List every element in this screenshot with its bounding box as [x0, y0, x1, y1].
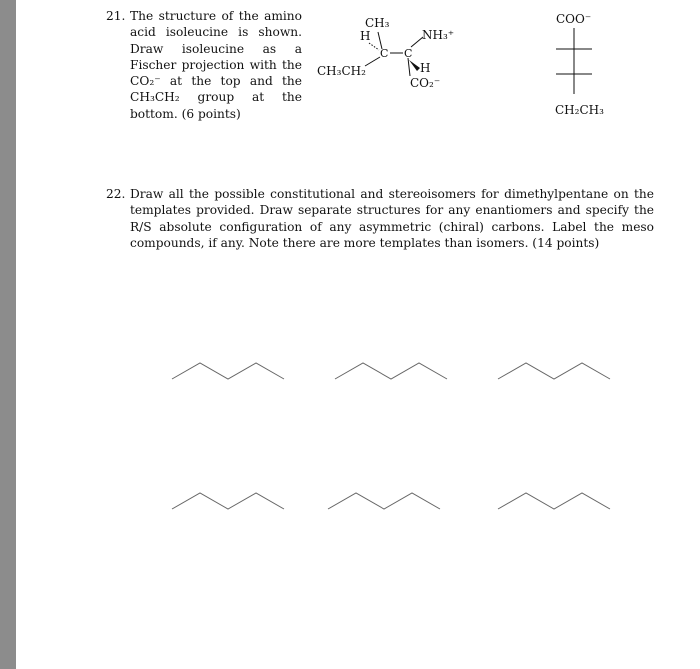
question-21: [106, 8, 302, 122]
structure-nh3-label: NH₃⁺: [422, 28, 455, 42]
question-22: [106, 186, 654, 251]
pentane-template[interactable]: [172, 363, 284, 379]
templates-row-2: [165, 482, 635, 522]
fischer-projection: [540, 8, 630, 123]
structure-carbon-1-label: C: [380, 47, 389, 60]
structure-co2-label: CO₂⁻: [410, 76, 441, 90]
fischer-top-label: COO⁻: [556, 12, 592, 26]
pentane-template[interactable]: [498, 493, 610, 509]
question-22-number: 22.: [106, 187, 126, 201]
pentane-template[interactable]: [172, 493, 284, 509]
structure-ch3-label: CH₃: [365, 16, 390, 30]
fischer-bottom-label: CH₂CH₃: [555, 103, 604, 117]
templates-row-1: [165, 352, 635, 392]
fischer-lines: [556, 28, 592, 94]
structure-bonds: [365, 32, 423, 76]
structure-h-left-label: H: [360, 29, 371, 43]
isoleucine-structure: [310, 8, 480, 103]
structure-carbon-2-label: C: [404, 47, 413, 60]
bond-c-h-wedge: [409, 60, 420, 71]
question-22-text: Draw all the possible constitutional and stereoisomers for dimethylpentane on the templates provided. Draw separate structures for any enantiomers and specify the R/S absolute configuration of any asymmetric (chiral) carbons. Label the meso compounds, if any. Note there are more templates than isomers. (14 points): [130, 187, 654, 250]
structure-h-right-label: H: [420, 61, 431, 75]
bond-c-nh3: [411, 37, 423, 47]
pentane-template[interactable]: [335, 363, 447, 379]
pentane-template[interactable]: [498, 363, 610, 379]
bond-c-h-hashed: [369, 43, 379, 50]
bond-c-ethyl: [365, 57, 380, 66]
pentane-template[interactable]: [328, 493, 440, 509]
question-21-number: 21.: [106, 9, 126, 23]
page-margin-bar: [0, 0, 16, 669]
question-21-text: The structure of the amino acid isoleucine is shown. Draw isoleucine as a Fischer projection with the CO₂⁻ at the top and the CH₃CH₂ group at the bottom. (6 points): [130, 9, 302, 121]
structure-ethyl-label: CH₃CH₂: [317, 64, 366, 78]
